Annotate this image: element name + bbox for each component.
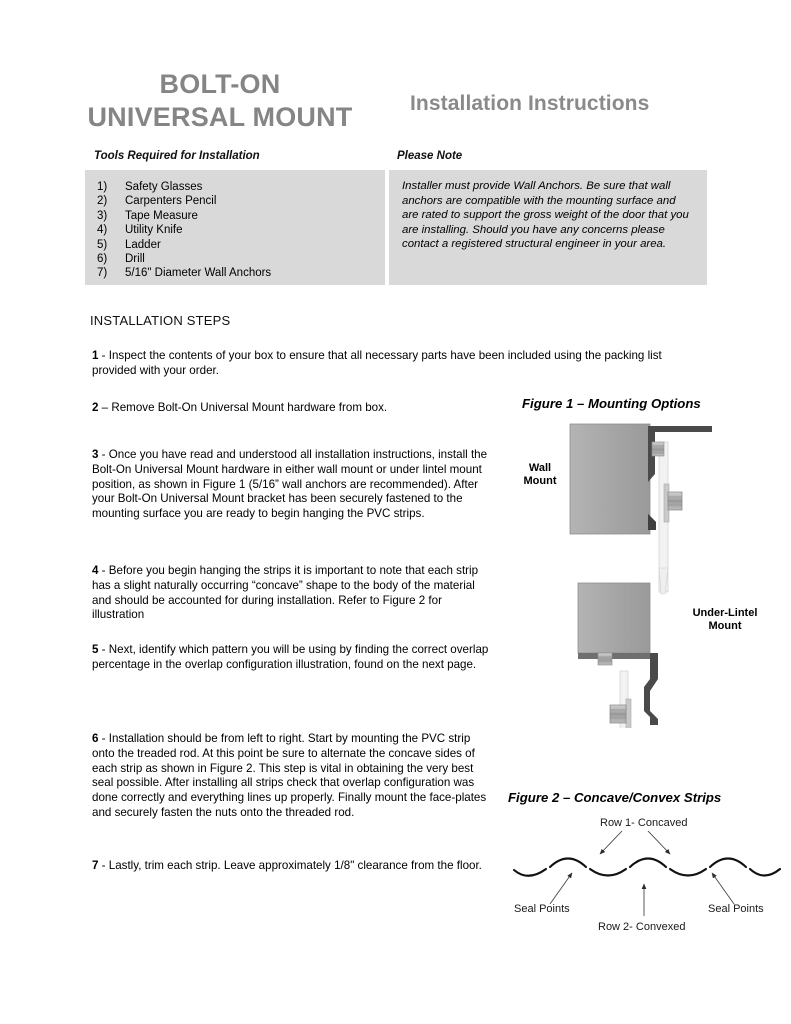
step-dash: – [98, 401, 112, 414]
step-text: Once you have read and understood all installation instructions, install the Bolt-On Universal Mount hardware in either wall mount or under lintel mount position, as shown in Figure 1 (5/16” wall anchors are recommended). After your Bolt-On Universal Mount bracket has been securely fastened to the mounting surface you are ready to begin hanging the PVC strips. [92, 448, 488, 521]
figure-2-concave-convex-strips-illustration [512, 812, 782, 937]
installation-steps-title: INSTALLATION STEPS [90, 313, 231, 328]
figure-2-seal-points-left: Seal Points [514, 903, 570, 915]
figure-2-row1-annotation: Row 1- Concaved [600, 817, 688, 829]
step-text: Inspect the contents of your box to ensure that all necessary parts have been included using the packing list provided with your order. [92, 349, 662, 377]
step-number: 6 [92, 732, 99, 745]
tools-list-item-label: Utility Knife [125, 224, 183, 237]
figure-2-row2-annotation: Row 2- Convexed [598, 921, 686, 933]
installation-step-1 [92, 349, 682, 379]
tools-list-item-number: 4) [97, 224, 108, 237]
tools-required-heading: Tools Required for Installation [94, 150, 260, 162]
step-text: Remove Bolt-On Universal Mount hardware from box. [111, 401, 388, 414]
under-lintel-mount-drawing [578, 583, 658, 728]
wall-mount-label-line-1: Wall [528, 462, 552, 474]
step-dash: - [98, 448, 109, 461]
tools-list-item-number: 1) [97, 181, 108, 193]
strip-wave-profile [514, 859, 780, 876]
step-dash: - [98, 732, 109, 745]
step-text: Next, identify which pattern you will be using by finding the correct overlap percentage in the overlap configuration illustration, found on the next page. [92, 643, 489, 671]
step-text: Before you begin hanging the strips it is important to note that each strip has a slight naturally occurring “concave” shape to the body of the material and should be accounted for during installation. Refer to Figure 2 for illustration [92, 564, 479, 622]
title-line-2: UNIVERSAL MOUNT [87, 101, 353, 132]
installation-step-7 [92, 859, 492, 874]
figure-1-caption: Figure 1 – Mounting Options [522, 396, 701, 411]
tools-list-item-label: 5/16" Diameter Wall Anchors [125, 267, 272, 280]
step-number: 2 [92, 401, 99, 414]
tools-list [85, 170, 385, 281]
please-note-heading: Please Note [397, 150, 463, 162]
page-title [60, 68, 380, 134]
tools-list-item-label: Ladder [125, 238, 161, 251]
installation-step-5 [92, 643, 492, 673]
wall-mount-label-line-2: Mount [523, 475, 557, 487]
installation-step-6 [92, 732, 492, 821]
tools-list-item [85, 194, 385, 208]
page-subtitle: Installation Instructions [410, 92, 650, 115]
step-number: 4 [92, 564, 99, 577]
tools-list-item-label: Carpenters Pencil [125, 195, 217, 208]
tools-list-item-number: 5) [97, 238, 108, 251]
step-dash: - [98, 643, 109, 656]
installation-step-3 [92, 448, 492, 522]
installation-step-2 [92, 401, 512, 416]
tools-list-item [85, 180, 385, 194]
figure-2-caption: Figure 2 – Concave/Convex Strips [508, 790, 722, 805]
installation-step-4 [92, 564, 492, 623]
tools-list-item [85, 252, 385, 266]
step-dash: - [98, 564, 109, 577]
tools-list-item [85, 238, 385, 252]
figure-2-seal-points-right: Seal Points [708, 903, 764, 915]
please-note-box [389, 170, 707, 285]
lintel-mount-label-line-2: Mount [708, 620, 742, 632]
wall-mount-drawing [570, 424, 712, 594]
step-text: Installation should be from left to right. Start by mounting the PVC strip onto the treaded rod. At this point be sure to alternate the concave sides of each strip as shown in Figure 2. This step is vital in obtaining the very best seal possible. After installing all strips check that overlap configuration was done correctly and everything lines up properly. Finally mount the face-plates and securely fasten the nuts onto the threaded rod. [92, 732, 487, 819]
step-number: 3 [92, 448, 99, 461]
tools-list-item-label: Safety Glasses [125, 181, 203, 193]
figure-1-mounting-options-illustration [560, 418, 740, 728]
step-number: 7 [92, 859, 99, 872]
title-line-1: BOLT-ON [159, 69, 281, 99]
tools-list-item [85, 223, 385, 237]
lintel-mount-label-line-1: Under-Lintel [692, 607, 758, 619]
step-dash: - [98, 859, 109, 872]
step-number: 5 [92, 643, 99, 656]
step-text: Lastly, trim each strip. Leave approximately 1/8" clearance from the floor. [108, 859, 482, 872]
step-dash: - [98, 349, 109, 362]
tools-list-item-label: Drill [125, 253, 145, 266]
tools-list-item-number: 7) [97, 267, 108, 280]
tools-list-item [85, 266, 385, 280]
step-number: 1 [92, 349, 99, 362]
tools-list-item-label: Tape Measure [125, 209, 198, 222]
tools-list-item [85, 209, 385, 223]
tools-list-item-number: 6) [97, 253, 108, 266]
tools-list-item-number: 2) [97, 195, 108, 208]
tools-list-item-number: 3) [97, 209, 108, 222]
tools-required-box [85, 170, 385, 285]
please-note-text: Installer must provide Wall Anchors. Be sure that wall anchors are compatible with the mounting surface and are rated to support the gross weight of the door that you are installing. Should you have any concerns please contact a registered structural engineer in your area. [402, 180, 689, 251]
